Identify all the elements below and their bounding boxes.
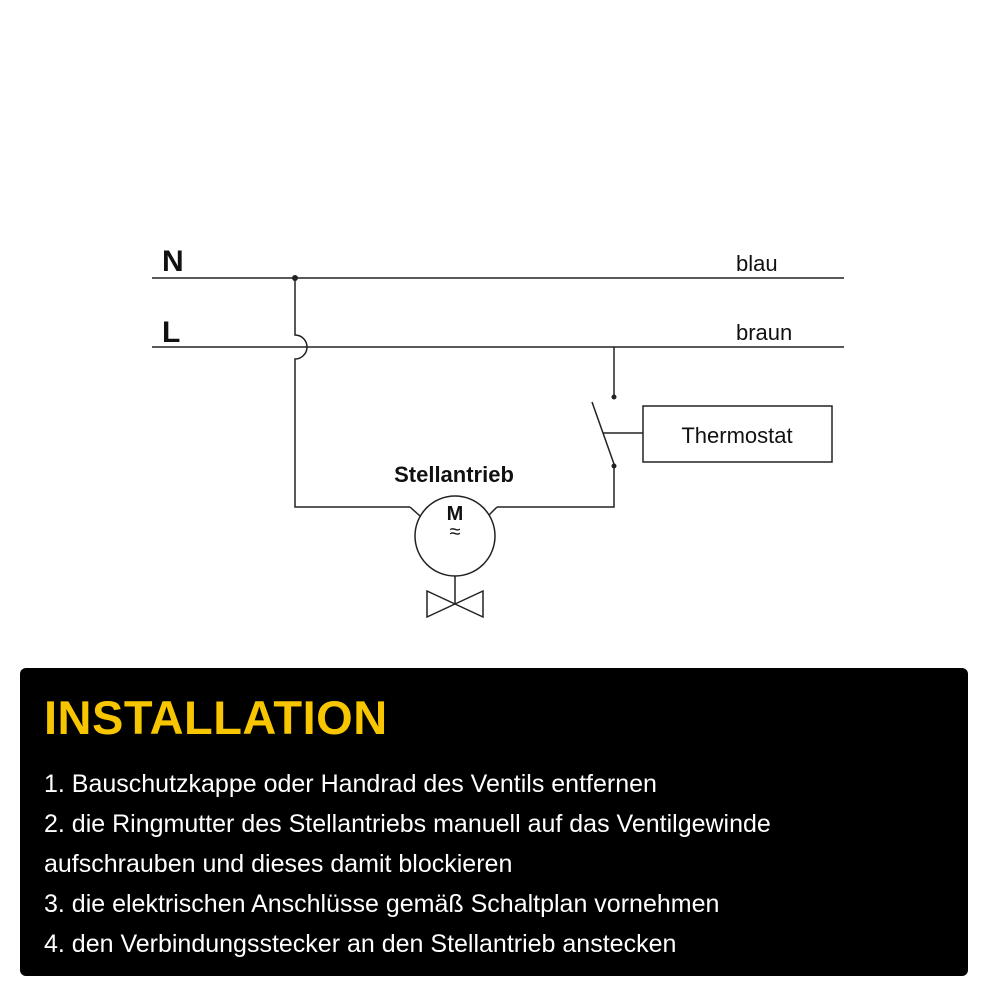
live-color-label: braun [736,320,793,345]
actuator-label: Stellantrieb [394,462,514,487]
installation-step: 1. Bauschutzkappe oder Handrad des Ventils entfernen [44,770,657,798]
installation-step: aufschrauben und dieses damit blockieren [44,850,513,878]
installation-panel [20,668,968,976]
neutral-color-label: blau [736,251,778,276]
motor-m-label: M [446,503,464,525]
live-label: L [162,316,181,349]
motor-left-lead [410,507,420,516]
installation-step: 4. den Verbindungsstecker an den Stellantrieb anstecken [44,930,677,958]
installation-step: 3. die elektrischen Anschlüsse gemäß Schaltplan vornehmen [44,890,720,918]
neutral-drop-wire [295,278,410,507]
installation-step: 2. die Ringmutter des Stellantriebs manuell auf das Ventilgewinde [44,810,771,838]
neutral-label: N [162,245,184,278]
switch-return-wire [497,466,614,507]
installation-title: INSTALLATION [44,691,388,744]
motor-ac-label: ≈ [449,521,461,543]
switch-contact-top [612,395,617,400]
thermostat-label: Thermostat [681,423,793,448]
